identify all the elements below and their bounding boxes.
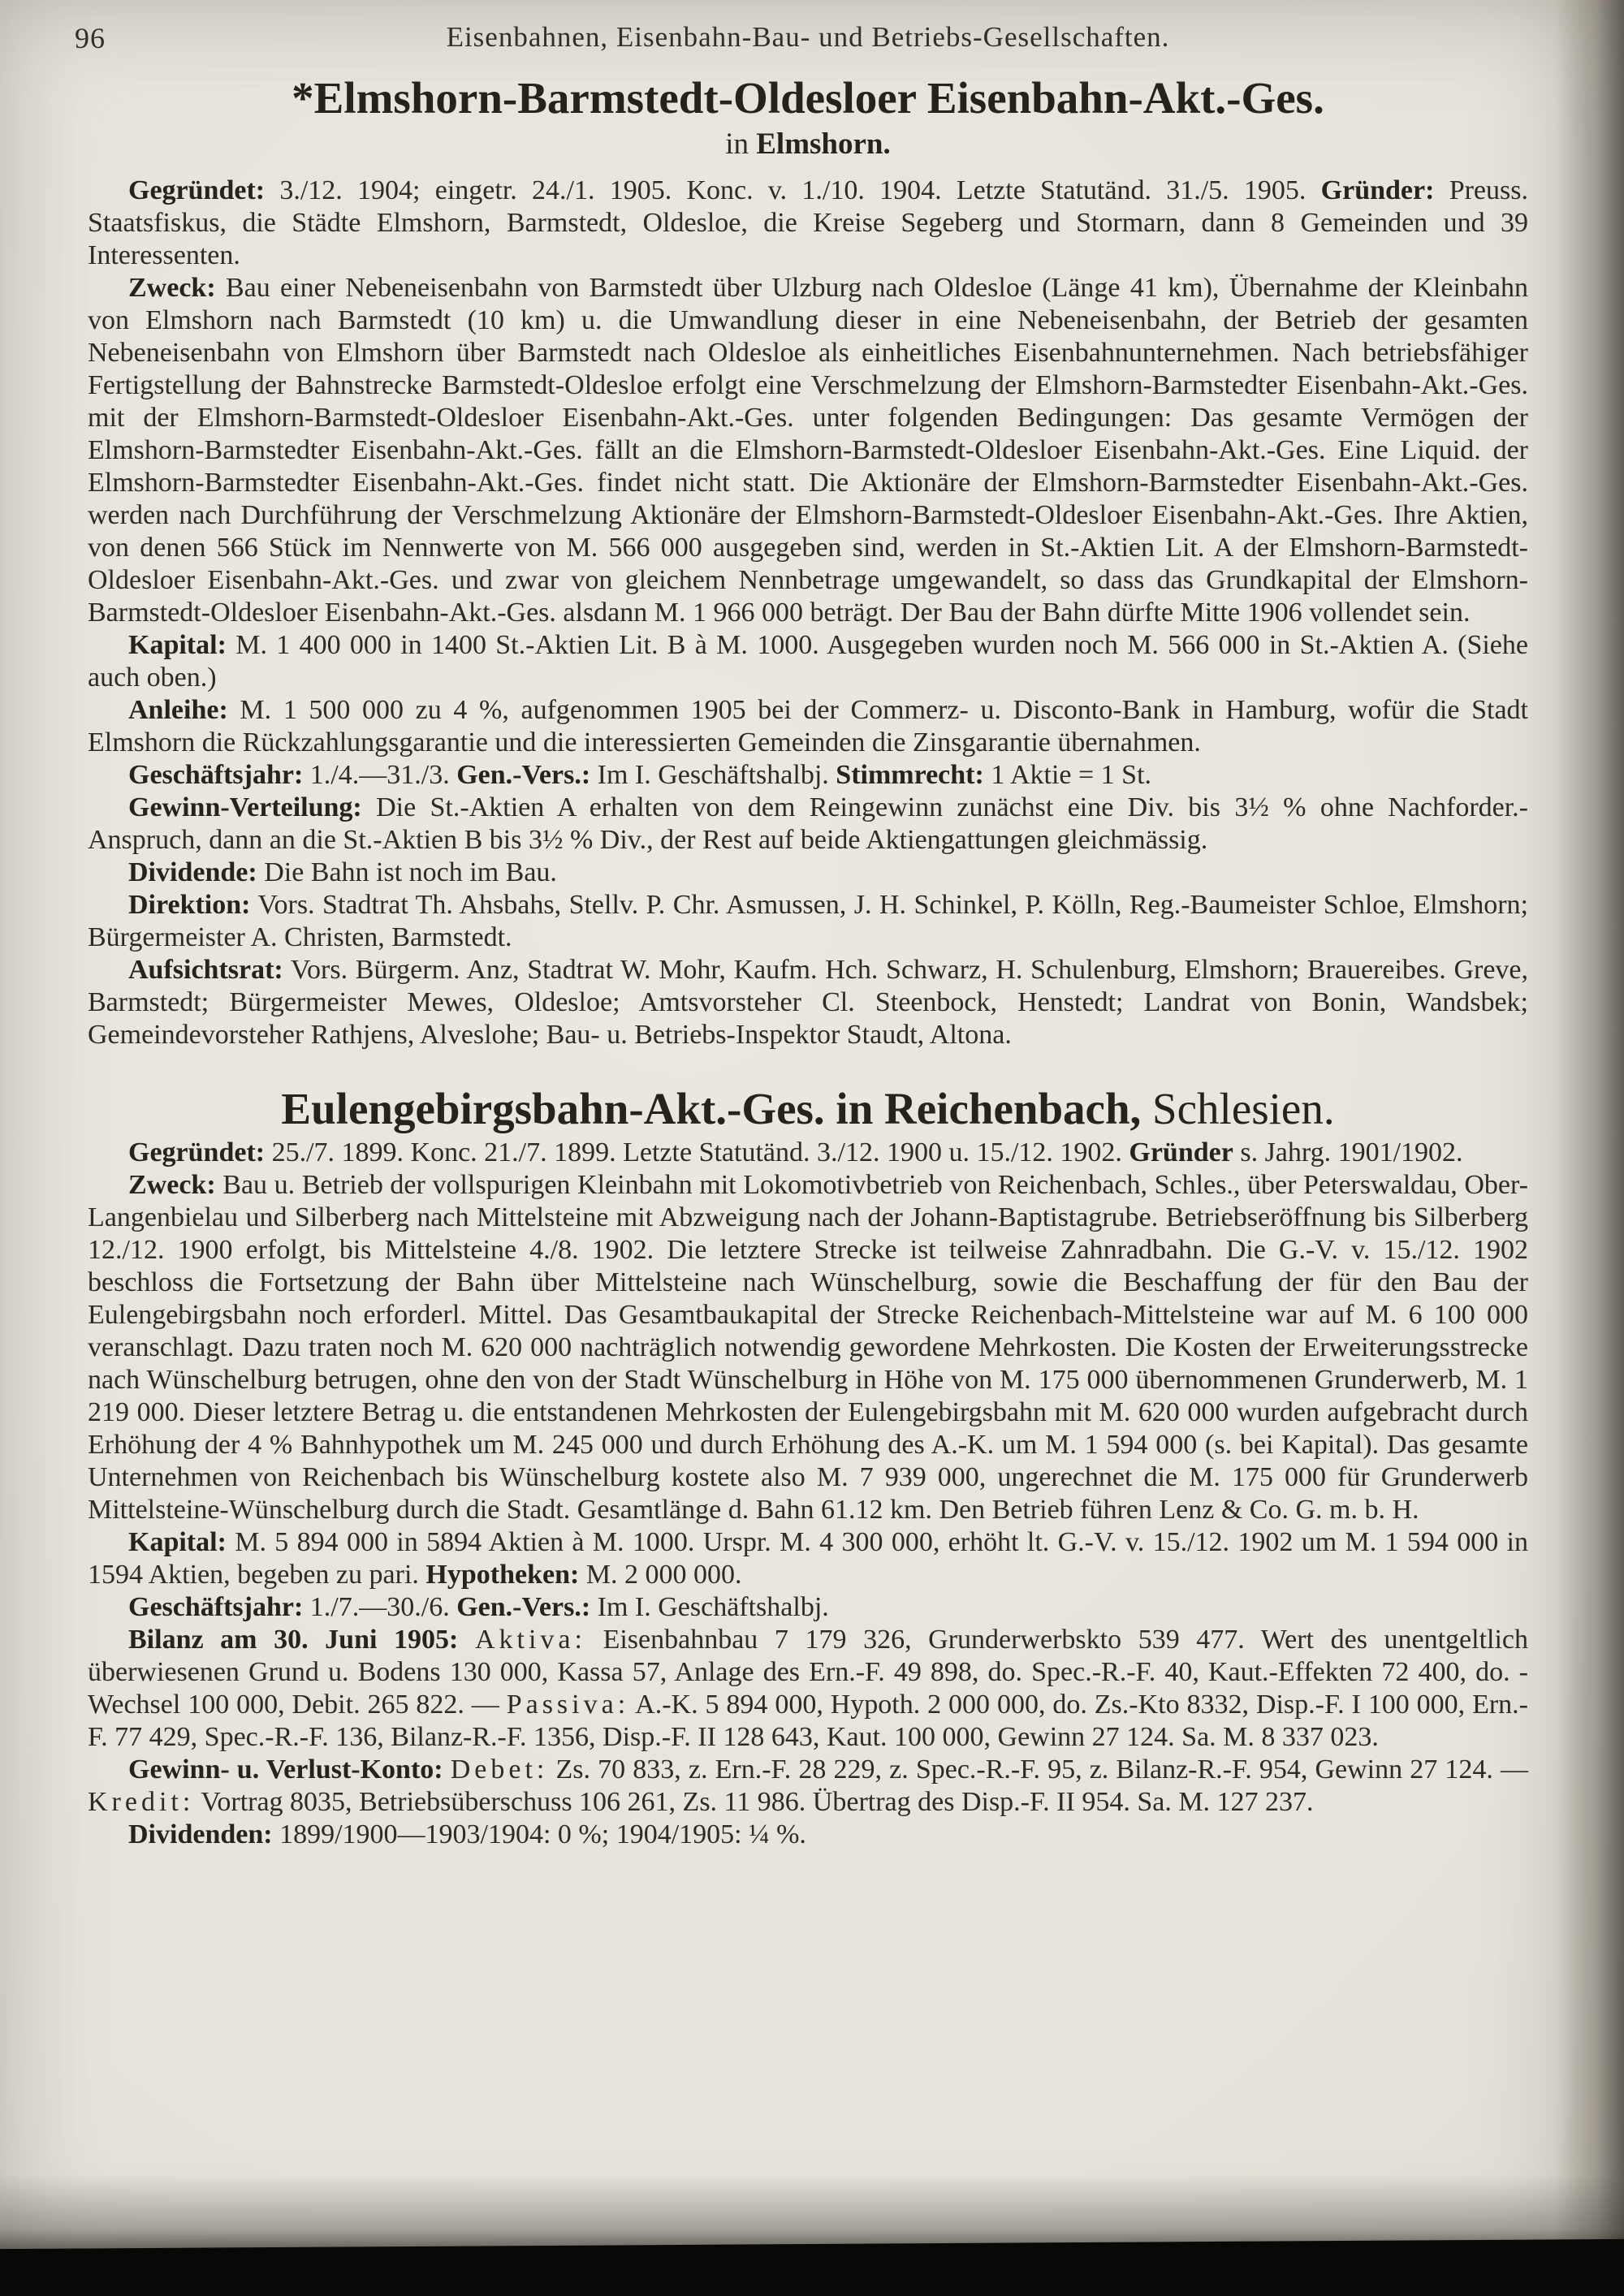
text-run: M. 5 894 000 in 5894 Aktien à M. 1000. Urspr. M. 4 300 000, erhöht lt. G.-V. v. 15./12. 1902 um M. 1 594 000 in 1594 Aktien, begeben zu pari.: [88, 1527, 1528, 1590]
paragraph: [88, 954, 1528, 1051]
text-run-bold: Geschäftsjahr:: [128, 1592, 304, 1623]
page-header: [75, 21, 1528, 54]
text-run: Im I. Geschäftshalbj.: [590, 759, 836, 790]
text-run-bold: Zweck:: [128, 1170, 216, 1201]
text-run-bold: Stimmrecht:: [836, 759, 984, 790]
paragraph: [88, 1754, 1528, 1819]
text-run: 1899/1900—1903/1904: 0 %; 1904/1905: ¼ %.: [272, 1819, 806, 1850]
text-run-bold: Dividende:: [128, 857, 257, 887]
text-run-bold: Zweck:: [128, 272, 216, 303]
text-run: Die Bahn ist noch im Bau.: [257, 857, 557, 887]
text-run-spaced: Kredit:: [88, 1787, 195, 1818]
text-run-bold: Aufsichtsrat:: [128, 954, 283, 985]
text-run: 3./12. 1904; eingetr. 24./1. 1905. Konc. v. 1./10. 1904. Letzte Statutänd. 31./5. 1905.: [265, 175, 1321, 205]
text-run-bold: Hypotheken:: [425, 1560, 580, 1590]
scan-black-edge: [0, 2239, 1624, 2296]
paragraph: [88, 1591, 1528, 1624]
text-run: Eisenbahnbau 7 179 326, Grunderwerbskto 539 477. Wert des unentgeltlich überwiesenen Grund u. Bodens 130 000, Kassa 57, Anlage des Ern.-F. 49 898, do. Spec.-R.-F. 40, Kaut.-Effekten 72 400, do. -Wechsel 100 000, Debit. 265 822. —: [88, 1625, 1529, 1720]
text-run-bold: Gründer: [1129, 1137, 1233, 1168]
text-run-bold: Elmshorn.: [756, 127, 891, 161]
text-run: Vortrag 8035, Betriebsüberschuss 106 261, Zs. 11 986. Übertrag des Disp.-F. II 954. Sa. M. 127 237.: [194, 1787, 1314, 1818]
paragraph: [88, 175, 1528, 272]
text-run: 1./7.—30./6.: [303, 1592, 457, 1623]
text-run-bold: Dividenden:: [128, 1819, 273, 1850]
text-run-bold: Gewinn-Verteilung:: [128, 792, 362, 822]
text-run-bold: Kapital:: [128, 629, 227, 660]
company-entry-1: [88, 73, 1528, 1051]
text-run: Bau u. Betrieb der vollspurigen Kleinbahn mit Lokomotivbetrieb von Reichenbach, Schles., über Peterswaldau, Ober-Langenbielau und Silberberg nach Mittelsteine mit Abzweigung nach der Johann-Baptistagrube. Betriebseröffnung bis Silberberg 12./12. 1900 erfolgt, bis Mittelsteine 4./8. 1902. Die letztere Strecke ist teilweise Zahnradbahn. Die G.-V. v. 15./12. 1902 beschloss die Fortsetzung der Bahn über Mittelsteine nach Wünschelburg, sowie die Beschaffung der für den Bau der Eulengebirgsbahn noch erforderl. Mittel. Das Gesamtbaukapital der Strecke Reichenbach-Mittelsteine war auf M. 6 100 000 veranschlagt. Dazu traten noch M. 620 000 nachträglich notwendig gewordene Mehrkosten. Die Kosten der Erweiterungsstrecke nach Wünschelburg betrugen, ohne den von der Stadt Wünschelburg in Höhe von M. 175 000 übernommenen Grunderwerb, M. 1 219 000. Dieser letztere Betrag u. die entstandenen Mehrkosten der Eulengebirgsbahn mit M. 620 000 wurden aufgebracht durch Erhöhung der 4 % Bahnhypothek um M. 245 000 und durch Erhöhung des A.-K. um M. 1 594 000 (s. bei Kapital). Das gesamte Unternehmen von Reichenbach bis Wünschelburg kostete also M. 7 939 000, ungerechnet die M. 175 000 für Grunderwerb Mittelsteine-Wünschelburg durch die Stadt. Gesamtlänge d. Bahn 61.12 km. Den Betrieb führen Lenz & Co. G. m. b. H.: [88, 1170, 1528, 1526]
text-run-bold: Direktion:: [128, 889, 251, 920]
paragraph: [88, 889, 1528, 954]
text-run: M. 1 400 000 in 1400 St.-Aktien Lit. B à M. 1000. Ausgegeben wurden noch M. 566 000 in St.-Aktien A. (Siehe auch oben.): [88, 629, 1528, 693]
text-run: Schlesien.: [1141, 1083, 1335, 1133]
text-run-bold: Anleihe:: [128, 694, 228, 725]
paragraph: [88, 1819, 1528, 1851]
text-run: A.-K. 5 894 000, Hypoth. 2 000 000, do. Zs.-Kto 8332, Disp.-F. I 100 000, Ern.-F. 77 429, Spec.-R.-F. 136, Bilanz-R.-F. 1356, Disp.-F. II 128 643, Kaut. 100 000, Gewinn 27 124. Sa. M. 8 337 023.: [88, 1690, 1528, 1753]
text-run-bold: Gegründet:: [128, 175, 266, 205]
text-run-bold: Gen.-Vers.:: [456, 1592, 591, 1623]
paragraph: [88, 694, 1528, 759]
paragraph: [88, 1526, 1528, 1591]
text-run-bold: Bilanz am 30. Juni 1905:: [128, 1625, 459, 1655]
paragraph: [88, 759, 1528, 792]
company-entry-2: [88, 1084, 1528, 1852]
text-run: 25./7. 1899. Konc. 21./7. 1899. Letzte Statutänd. 3./12. 1900 u. 15./12. 1902.: [265, 1137, 1129, 1168]
text-run: Vors. Stadtrat Th. Ahsbahs, Stellv. P. Chr. Asmussen, J. H. Schinkel, P. Kölln, Reg.-Baumeister Schloe, Elmshorn; Bürgermeister A. Christen, Barmstedt.: [88, 889, 1528, 952]
text-run: in: [725, 127, 757, 161]
entry-title: [88, 73, 1528, 123]
text-run-bold: Kapital:: [128, 1527, 227, 1558]
scan-shadow-right: [1555, 0, 1624, 2296]
text-run: Die St.-Aktien A erhalten von dem Reingewinn zunächst eine Div. bis 3½ % ohne Nachforder.-Anspruch, dann an die St.-Aktien B bis 3½ % Div., der Rest auf beide Aktiengattungen gleichmässig.: [88, 792, 1528, 855]
paragraph: [88, 272, 1528, 629]
text-run-bold: Gegründet:: [128, 1137, 266, 1168]
text-run-spaced: Debet:: [450, 1754, 549, 1785]
text-run: 1 Aktie = 1 St.: [983, 759, 1152, 790]
text-run: [458, 1625, 475, 1655]
text-run-bold: *Elmshorn-Barmstedt-Oldesloer Eisenbahn-Akt.-Ges.: [292, 73, 1324, 123]
text-run: Zs. 70 833, z. Ern.-F. 28 229, z. Spec.-R.-F. 95, z. Bilanz-R.-F. 954, Gewinn 27 124. —: [548, 1754, 1528, 1785]
text-run-bold: Geschäftsjahr:: [128, 759, 304, 790]
text-run-spaced: Aktiva:: [474, 1625, 586, 1655]
text-run: Vors. Bürgerm. Anz, Stadtrat W. Mohr, Kaufm. Hch. Schwarz, H. Schulenburg, Elmshorn; Brauereibes. Greve, Barmstedt; Bürgermeister Mewes, Oldesloe; Amtsvorsteher Cl. Steenbock, Henstedt; Landrat von Bonin, Wandsbek; Gemeindevorsteher Rathjens, Alveslohe; Bau- u. Betriebs-Inspektor Staudt, Altona.: [88, 954, 1528, 1050]
text-run: M. 1 500 000 zu 4 %, aufgenommen 1905 bei der Commerz- u. Disconto-Bank in Hamburg, wofür die Stadt Elmshorn die Rückzahlungsgarantie und die interessierten Gemeinden die Zinsgarantie übernahmen.: [88, 694, 1528, 757]
paragraph: [88, 857, 1528, 889]
running-header-title: Eisenbahnen, Eisenbahn-Bau- und Betriebs-Gesellschaften.: [446, 21, 1170, 53]
text-run-bold: Gewinn- u. Verlust-Konto:: [128, 1754, 443, 1785]
text-run: s. Jahrg. 1901/1902.: [1233, 1137, 1463, 1168]
text-run: M. 2 000 000.: [579, 1560, 742, 1590]
paragraph: [88, 1624, 1528, 1754]
text-run-bold: Eulengebirgsbahn-Akt.-Ges. in Reichenbach,: [281, 1083, 1142, 1133]
paragraph: [88, 792, 1528, 857]
entry-subtitle: [88, 127, 1528, 162]
paragraph: [88, 1137, 1528, 1169]
text-run-spaced: Passiva:: [506, 1690, 630, 1720]
text-run-bold: Gen.-Vers.:: [456, 759, 591, 790]
text-run: Im I. Geschäftshalbj.: [590, 1592, 829, 1623]
text-run: [443, 1754, 451, 1785]
entry-title: [88, 1084, 1528, 1134]
entries: [88, 73, 1528, 1851]
paragraph: [88, 629, 1528, 694]
text-run: Preuss. Staatsfiskus, die Städte Elmshorn, Barmstedt, Oldesloe, die Kreise Segeberg und Stormarn, dann 8 Gemeinden und 39 Interessenten.: [88, 175, 1528, 270]
text-run-bold: Gründer:: [1320, 175, 1435, 205]
text-run: 1./4.—31./3.: [303, 759, 457, 790]
text-run: Bau einer Nebeneisenbahn von Barmstedt über Ulzburg nach Oldesloe (Länge 41 km), Übernahme der Kleinbahn von Elmshorn nach Barmstedt (10 km) u. die Umwandlung dieser in eine Nebeneisenbahn, der Betrieb der gesamten Nebeneisenbahn von Elmshorn über Barmstedt nach Oldesloe als einheitliches Eisenbahnunternehmen. Nach betriebsfähiger Fertigstellung der Bahnstrecke Barmstedt-Oldesloe erfolgt eine Verschmelzung der Elmshorn-Barmstedter Eisenbahn-Akt.-Ges. mit der Elmshorn-Barmstedt-Oldesloer Eisenbahn-Akt.-Ges. unter folgenden Bedingungen: Das gesamte Vermögen der Elmshorn-Barmstedter Eisenbahn-Akt.-Ges. fällt an die Elmshorn-Barmstedt-Oldesloer Eisenbahn-Akt.-Ges. Eine Liquid. der Elmshorn-Barmstedter Eisenbahn-Akt.-Ges. findet nicht statt. Die Aktionäre der Elmshorn-Barmstedter Eisenbahn-Akt.-Ges. werden nach Durchführung der Verschmelzung Aktionäre der Elmshorn-Barmstedt-Oldesloer Eisenbahn-Akt.-Ges. Ihre Aktien, von denen 566 Stück im Nennwerte von M. 566 000 ausgegeben sind, werden in St.-Aktien Lit. A der Elmshorn-Barmstedt-Oldesloer Eisenbahn-Akt.-Ges. und zwar von gleichem Nennbetrage umgewandelt, so dass das Grundkapital der Elmshorn-Barmstedt-Oldesloer Eisenbahn-Akt.-Ges. alsdann M. 1 966 000 beträgt. Der Bau der Bahn dürfte Mitte 1906 vollendet sein.: [88, 272, 1528, 628]
page-content: [75, 21, 1529, 1851]
page-number: 96: [75, 22, 106, 54]
paragraph: [88, 1169, 1528, 1526]
